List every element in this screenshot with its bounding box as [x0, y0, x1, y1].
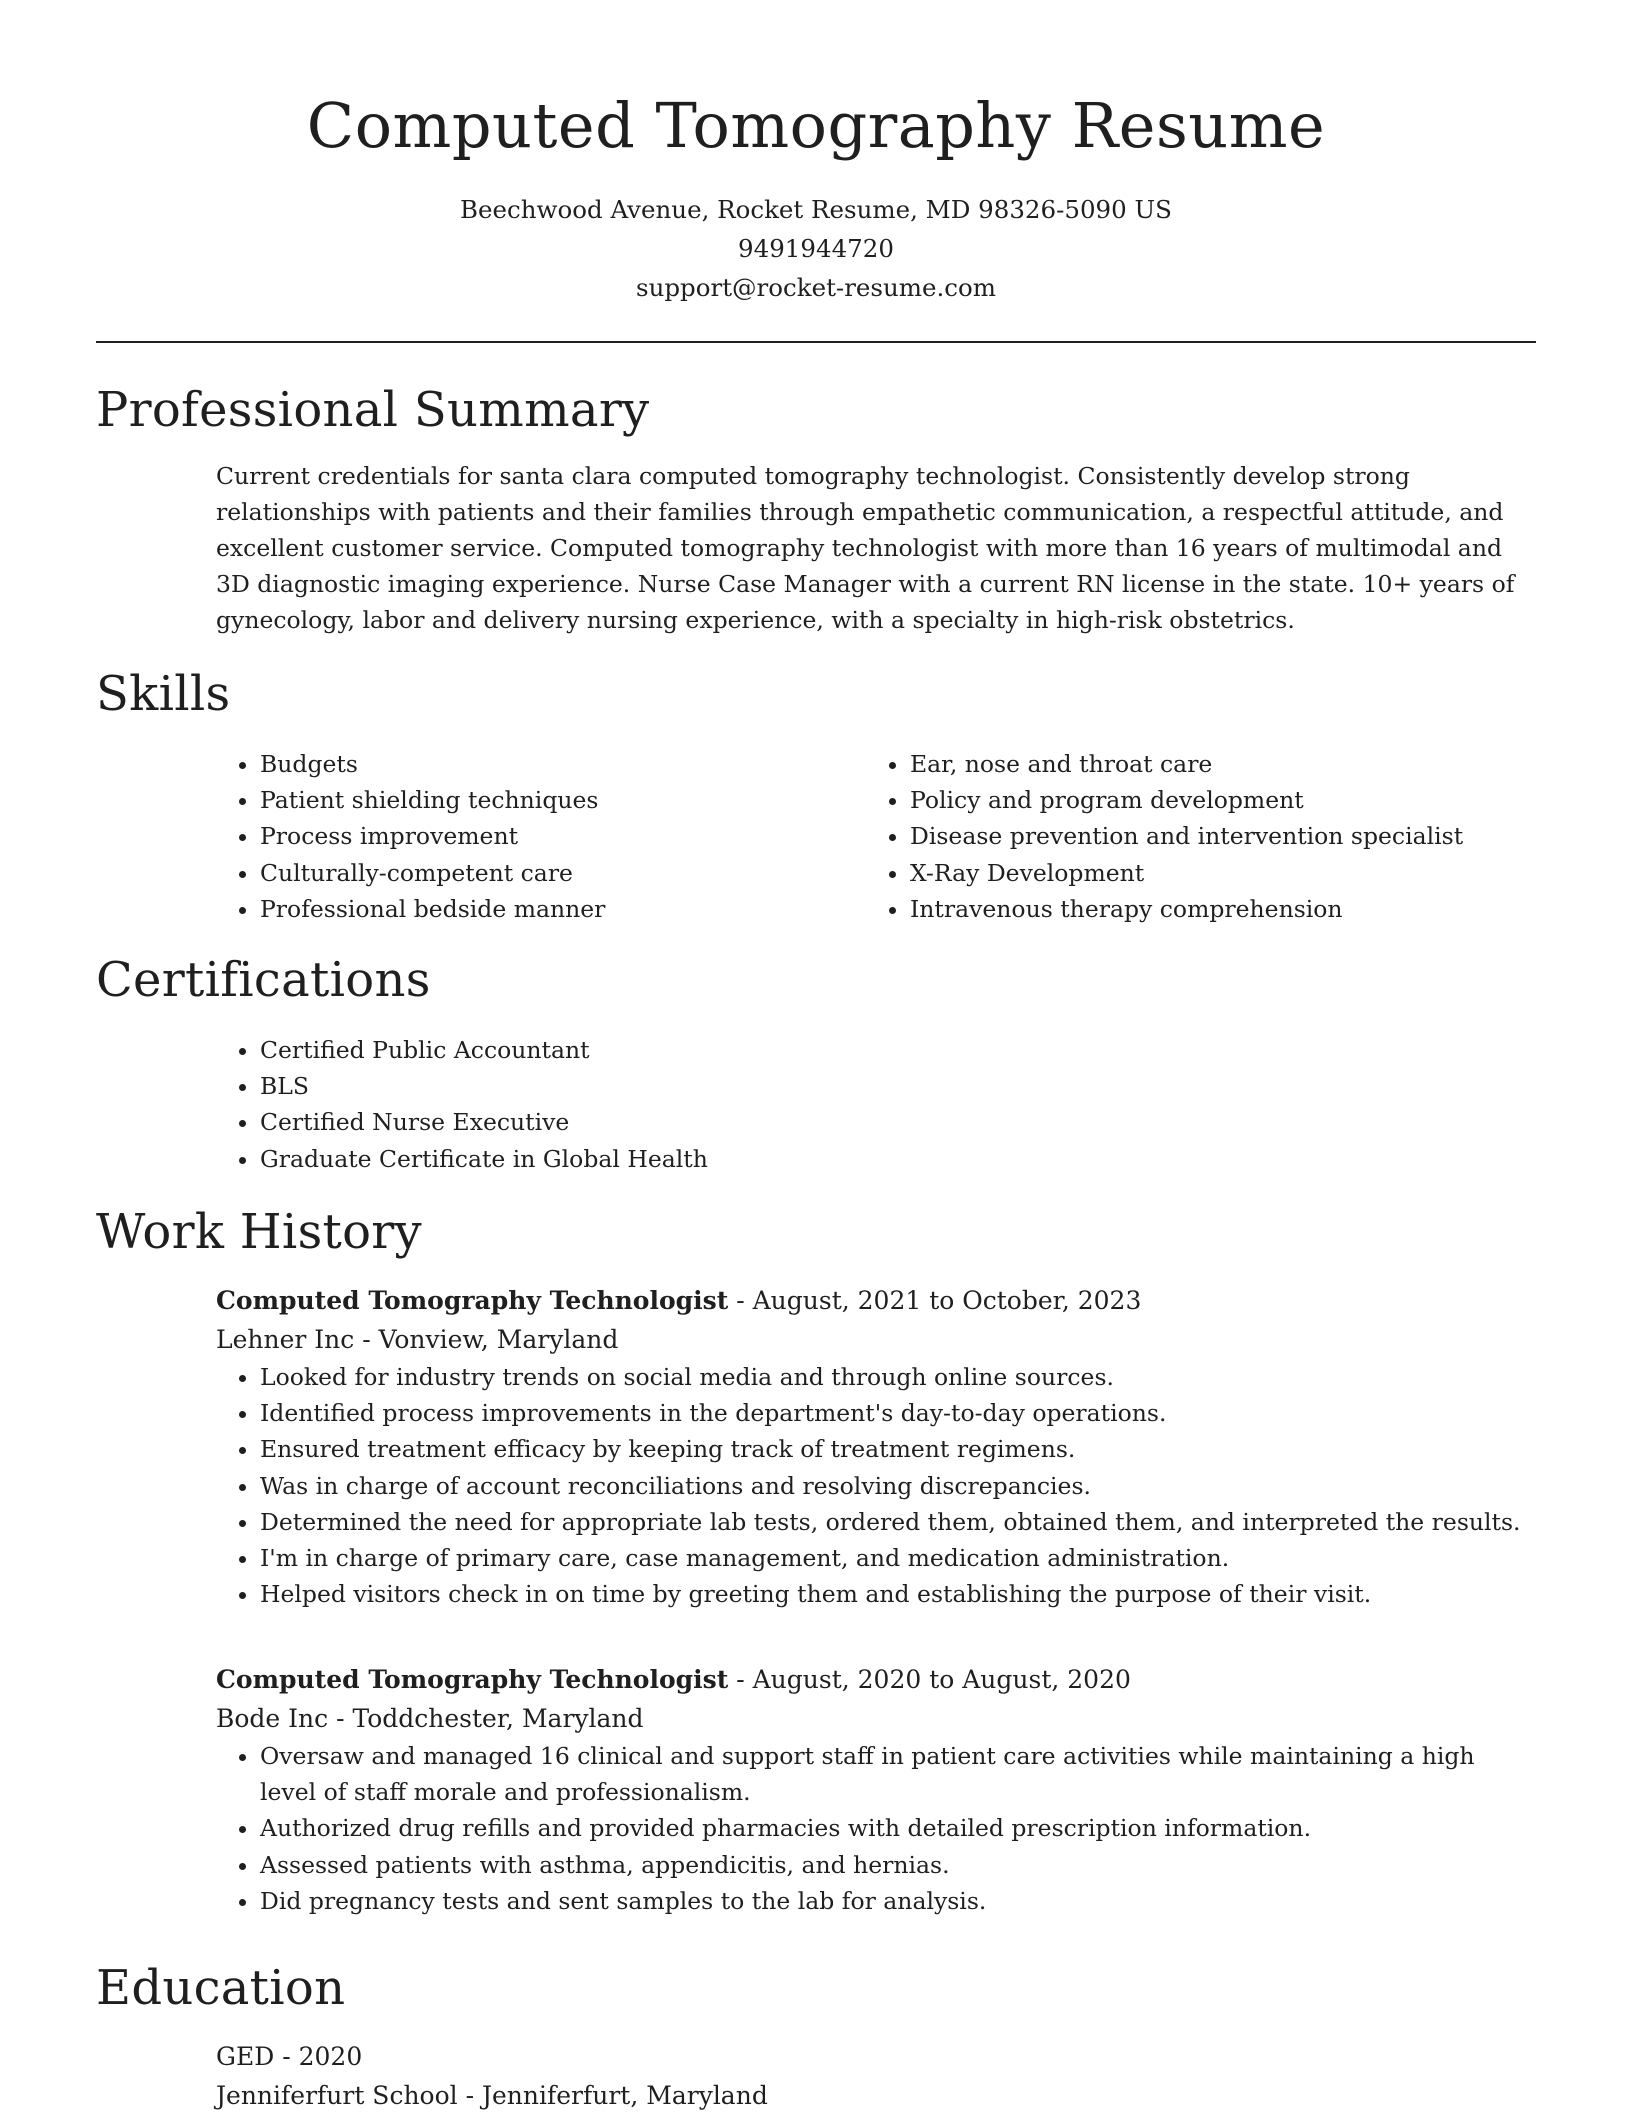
skills-column-left [216, 746, 866, 927]
skill-item: • Intravenous therapy comprehension [910, 891, 1516, 927]
certification-item: • Certified Public Accountant [260, 1032, 1536, 1068]
education-entry [216, 2037, 1536, 2115]
duty-item: • Oversaw and managed 16 clinical and support staff in patient care activities while maintaining a high level of staff morale and professionalism. [260, 1738, 1536, 1810]
header-divider [96, 341, 1536, 343]
skills-column-right [866, 746, 1516, 927]
job-duties [216, 1359, 1536, 1612]
duty-item: • Authorized drug refills and provided pharmacies with detailed prescription information. [260, 1810, 1536, 1846]
email: support@rocket-resume.com [636, 273, 996, 302]
education-degree: GED - 2020 [216, 2042, 363, 2071]
job-header [216, 1281, 1536, 1320]
duty-item: • Assessed patients with asthma, appendicitis, and hernias. [260, 1847, 1536, 1883]
skill-item: • Patient shielding techniques [260, 782, 866, 818]
skill-item: • X-Ray Development [910, 855, 1516, 891]
certification-item: • Certified Nurse Executive [260, 1104, 1536, 1140]
job-title: Computed Tomography Technologist [216, 1286, 729, 1315]
skills-heading: Skills [96, 666, 231, 722]
job-entry [216, 1660, 1536, 1919]
certification-item: • Graduate Certificate in Global Health [260, 1141, 1536, 1177]
education-heading: Education [96, 1960, 346, 2016]
job-entry [216, 1281, 1536, 1612]
job-dates: - August, 2021 to October, 2023 [728, 1286, 1142, 1315]
duty-item: • Looked for industry trends on social media and through online sources. [260, 1359, 1536, 1395]
address: Beechwood Avenue, Rocket Resume, MD 98326-5090 US [460, 195, 1172, 224]
summary-text: Current credentials for santa clara computed tomography technologist. Consistently develop strong relationships with patients and their families through empathetic communication, a respectful attitude, and excellent customer service. Computed tomography technologist with more than 16 years of multimodal and 3D diagnostic imaging experience. Nurse Case Manager with a current RN license in the state. 10+ years of gynecology, labor and delivery nursing experience, with a specialty in high-risk obstetrics. [216, 462, 1515, 634]
summary-heading: Professional Summary [96, 382, 650, 438]
skill-item: • Professional bedside manner [260, 891, 866, 927]
certifications-list [216, 1032, 1536, 1177]
contact-info [96, 190, 1536, 307]
education-school: Jenniferfurt School - Jenniferfurt, Maryland [216, 2081, 768, 2110]
duty-item: • Did pregnancy tests and sent samples to the lab for analysis. [260, 1883, 1536, 1919]
skill-item: • Ear, nose and throat care [910, 746, 1516, 782]
skill-item: • Culturally-competent care [260, 855, 866, 891]
certification-item: • BLS [260, 1068, 1536, 1104]
phone: 9491944720 [738, 234, 894, 263]
duty-item: • I'm in charge of primary care, case management, and medication administration. [260, 1540, 1536, 1576]
certifications-heading: Certifications [96, 952, 431, 1008]
job-company: Bode Inc - Toddchester, Maryland [216, 1704, 644, 1733]
job-header [216, 1660, 1536, 1699]
skill-item: • Budgets [260, 746, 866, 782]
duty-item: • Helped visitors check in on time by greeting them and establishing the purpose of their visit. [260, 1576, 1536, 1612]
job-dates: - August, 2020 to August, 2020 [728, 1665, 1131, 1694]
job-company: Lehner Inc - Vonview, Maryland [216, 1325, 619, 1354]
duty-item: • Ensured treatment efficacy by keeping track of treatment regimens. [260, 1431, 1536, 1467]
skills-list [216, 746, 1536, 927]
duty-item: • Determined the need for appropriate lab tests, ordered them, obtained them, and interpreted the results. [260, 1504, 1536, 1540]
duty-item: • Was in charge of account reconciliations and resolving discrepancies. [260, 1468, 1536, 1504]
skill-item: • Process improvement [260, 818, 866, 854]
skill-item: • Policy and program development [910, 782, 1516, 818]
duty-item: • Identified process improvements in the department's day-to-day operations. [260, 1395, 1536, 1431]
job-title: Computed Tomography Technologist [216, 1665, 729, 1694]
resume-title: Computed Tomography Resume [306, 89, 1326, 162]
skill-item: • Disease prevention and intervention specialist [910, 818, 1516, 854]
job-duties [216, 1738, 1536, 1919]
work-history-heading: Work History [96, 1204, 422, 1260]
